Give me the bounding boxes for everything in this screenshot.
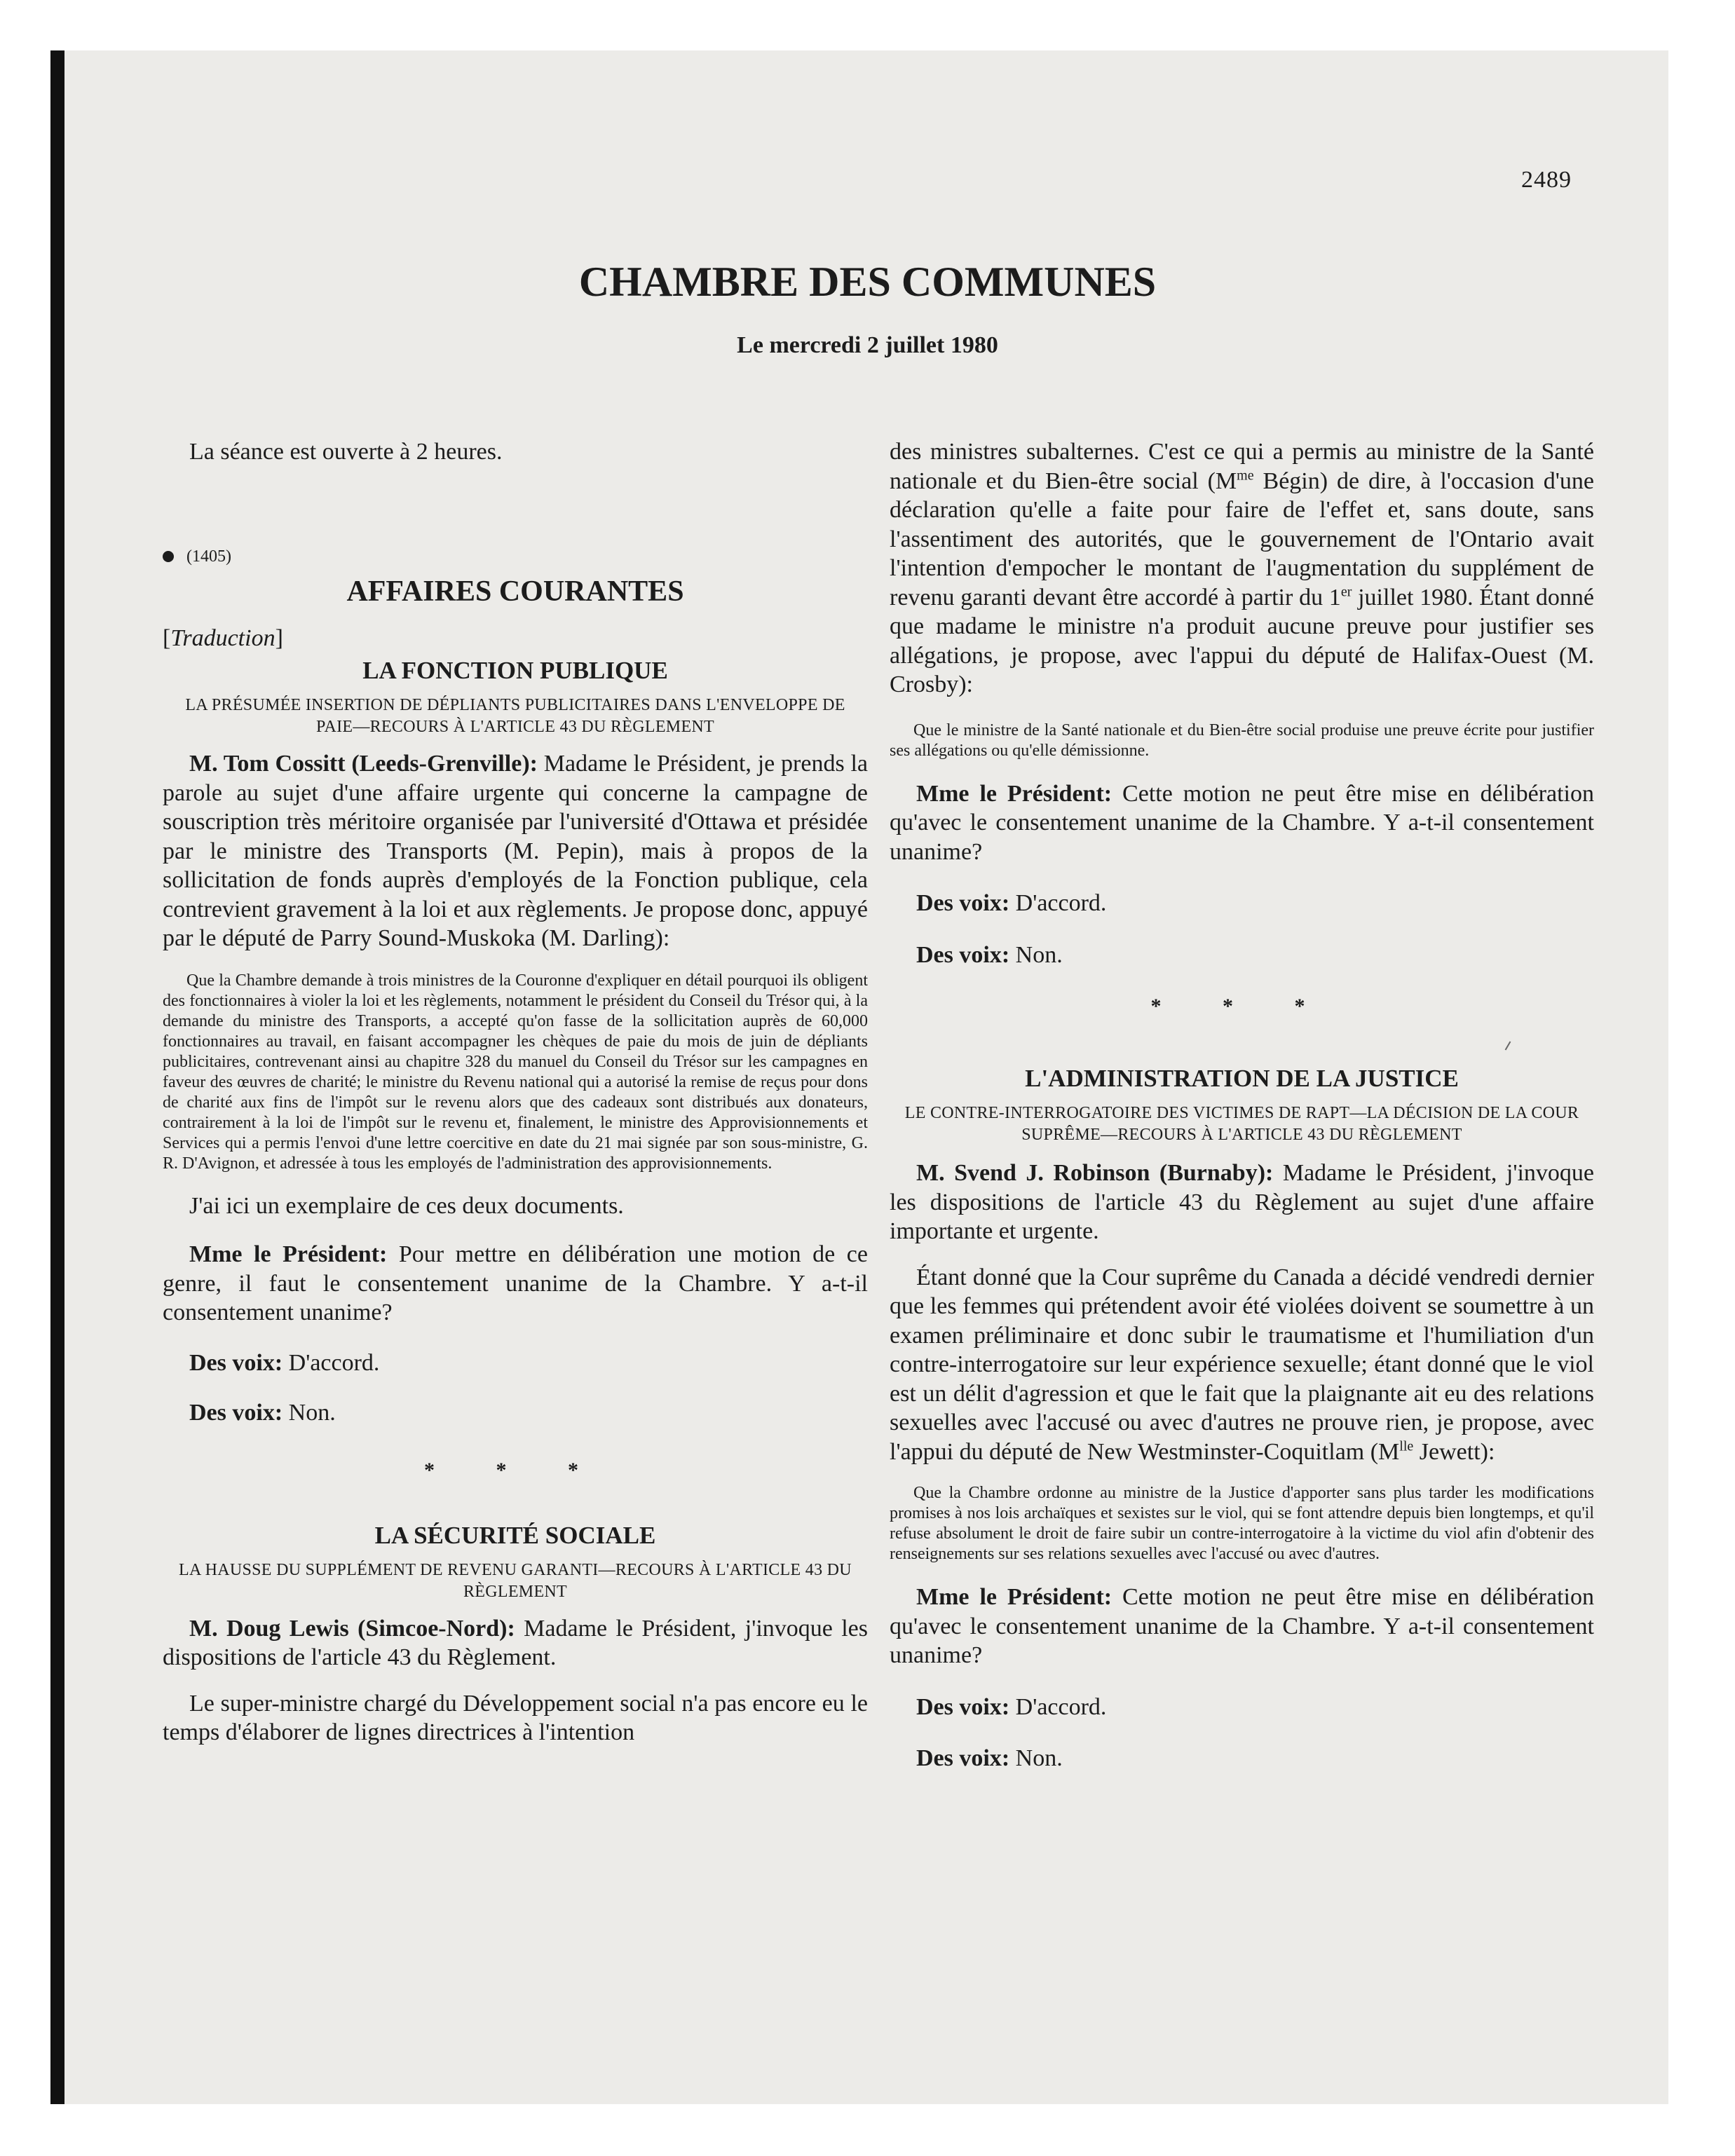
sitting-date: Le mercredi 2 juillet 1980 <box>737 332 998 358</box>
voices-disagree-3-text: Non. <box>1009 1745 1063 1771</box>
continuation-part-3: juillet 1980. Étant donné que madame le ministre n'a produit aucune preuve pour justifier ses allégations, je propose, avec l'appui du député de Halifax-Ouest (M. Crosby): <box>890 584 1594 697</box>
speech-robinson <box>890 1159 1594 1246</box>
subheading-securite-sociale: LA SÉCURITÉ SOCIALE <box>374 1521 656 1549</box>
motion-robinson: Que la Chambre ordonne au ministre de la Justice d'apporter sans plus tarder les modifications promises à nos lois archaïques et sexistes sur le viol, qui se font attendre depuis bien longtemps, et qu'il refuse absolument le droit de faire subir un contre-interrogatoire à la victime du viol afin d'obtenir des renseignements sur ses relations sexuelles avec l'accusé ou avec d'autres. <box>890 1484 1594 1563</box>
page-number: 2489 <box>1521 167 1572 193</box>
voices-agree-2-text: D'accord. <box>1009 890 1107 916</box>
speech-president-3-text: Cette motion ne peut être mise en délibération qu'avec le consentement unanime de la Chambre. Y a-t-il consentement unanime? <box>890 1584 1594 1668</box>
motion-cossitt: Que la Chambre demande à trois ministres de la Couronne d'expliquer en détail pourquoi ils obligent des fonctionnaires à violer la loi et les règlements, notamment le président du Conseil du Trésor qui, à la demande du ministre des Transports, a accepté qu'on fasse de la sollicitation auprès de 60,000 fonctionnaires au travail, en faisant accompagner les chèques de paie du mois de juin de dépliants publicitaires, contrevenant ainsi au chapitre 328 du manuel du Conseil du Trésor sur les campagnes en faveur des œuvres de charité; le ministre du Revenu national qui a autorisé la remise de reçus pour dons de charité aux fins de l'impôt sur le revenu alors que des cadeaux sont distribués aux donateurs, contrairement à la loi de l'impôt sur le revenu et, finalement, le ministre des Approvisionnements et Services qui a permis l'envoi d'une lettre coercitive en date du 21 mai signée par son sous-ministre, G. R. D'Avignon, et adressée à tous les employés de l'administration des approvisionnements. <box>163 971 868 1173</box>
speech-president-2-text: Cette motion ne peut être mise en délibération qu'avec le consentement unanime de la Chambre. Y a-t-il consentement unanime? <box>890 780 1594 865</box>
subheading-fonction-publique: LA FONCTION PUBLIQUE <box>362 657 668 684</box>
speech-president-2 <box>890 779 1594 867</box>
speech-president-3 <box>890 1583 1594 1670</box>
speaker-robinson: M. Svend J. Robinson (Burnaby): <box>916 1160 1274 1186</box>
speech-robinson-text: Madame le Président, j'invoque les dispositions de l'article 43 du Règlement au sujet d'une affaire importante et urgente. <box>890 1160 1594 1244</box>
bullet-icon <box>163 551 174 562</box>
robinson-superscript: lle <box>1399 1438 1414 1454</box>
voices-disagree-2-text: Non. <box>1009 941 1063 968</box>
speech-cossitt <box>163 749 868 953</box>
speaker-president: Mme le Président: <box>916 1584 1113 1610</box>
speech-robinson-continued <box>890 1263 1594 1467</box>
voices-agree-3-text: D'accord. <box>1009 1693 1107 1720</box>
robinson-part-2: Jewett): <box>1413 1438 1495 1465</box>
section-heading-affaires-courantes: AFFAIRES COURANTES <box>346 575 684 608</box>
subheading-detail-1: LA PRÉSUMÉE INSERTION DE DÉPLIANTS PUBLICITAIRES DANS L'ENVELOPPE DE PAIE—RECOURS À L'ARTICLE 43 DU RÈGLEMENT <box>185 696 845 736</box>
voices-agree-1 <box>163 1349 868 1378</box>
translation-bracket-close: ] <box>275 625 283 651</box>
continuation-superscript-2: er <box>1340 584 1352 600</box>
voices-disagree-1-text: Non. <box>283 1400 336 1426</box>
continuation-superscript-1: me <box>1237 468 1254 484</box>
continuation-part-2: Bégin) de dire, à l'occasion d'une déclaration qu'elle a faite pour faire de l'effet et, sans doute, sans l'assentiment des autorités, que le gouvernement de l'Ontario avait l'intention d'empocher le montant de l'augmentation du supplément de revenu garanti devant être accordé à partir du 1 <box>890 468 1594 610</box>
speaker-voices: Des voix: <box>916 1745 1010 1771</box>
speech-cossitt-text: Madame le Président, je prends la parole au sujet d'une affaire urgente qui concerne la campagne de souscription très méritoire organisée par l'université d'Ottawa et présidée par le ministre des Transports (M. Pepin), mais à propos de la sollicitation de fonds auprès d'employés de la Fonction publique, cela contrevient gravement à la loi et aux règlements. Je propose donc, appuyé par le député de Parry Sound-Muskoka (M. Darling): <box>163 751 869 951</box>
speech-lewis-text: Madame le Président, j'invoque les dispositions de l'article 43 du Règlement. <box>163 1615 868 1670</box>
voices-agree-2 <box>890 889 1594 918</box>
speech-president-1 <box>163 1240 868 1328</box>
section-separator-1: * * * <box>424 1458 606 1482</box>
voices-disagree-2 <box>890 941 1594 970</box>
time-marker-text: (1405) <box>186 547 231 566</box>
speech-lewis <box>163 1614 868 1672</box>
time-marker <box>163 547 868 566</box>
translation-note <box>163 624 868 653</box>
section-separator-2: * * * <box>1150 995 1333 1018</box>
voices-agree-1-text: D'accord. <box>283 1349 380 1376</box>
cossitt-documents-line: J'ai ici un exemplaire de ces deux documents. <box>189 1192 624 1219</box>
voices-disagree-1 <box>163 1398 868 1428</box>
voices-disagree-3 <box>890 1744 1594 1773</box>
subheading-detail-2: LA HAUSSE DU SUPPLÉMENT DE REVENU GARANTI—RECOURS À L'ARTICLE 43 DU RÈGLEMENT <box>179 1560 852 1601</box>
speech-lewis-continuation <box>890 437 1594 700</box>
subheading-detail-3: LE CONTRE-INTERROGATOIRE DES VICTIMES DE RAPT—LA DÉCISION DE LA COUR SUPRÊME—RECOURS À L'ARTICLE 43 DU RÈGLEMENT <box>904 1104 1579 1144</box>
speaker-cossitt: M. Tom Cossitt (Leeds-Grenville): <box>189 751 538 777</box>
left-column <box>163 435 868 1747</box>
speaker-voices: Des voix: <box>916 1693 1010 1720</box>
speaker-voices: Des voix: <box>916 941 1010 968</box>
voices-agree-3 <box>890 1693 1594 1722</box>
translation-bracket-open: [ <box>163 625 171 651</box>
motion-lewis: Que le ministre de la Santé nationale et du Bien-être social produise une preuve écrite pour justifier ses allégations ou qu'elle démissionne. <box>890 721 1594 760</box>
subheading-administration-justice: L'ADMINISTRATION DE LA JUSTICE <box>1025 1065 1459 1092</box>
speaker-president: Mme le Président: <box>189 1241 388 1267</box>
translation-label: Traduction <box>170 625 275 651</box>
speech-president-1-text: Pour mettre en délibération une motion de ce genre, il faut le consentement unanime de la Chambre. Y a-t-il consentement unanime? <box>163 1241 868 1325</box>
robinson-part-1: Étant donné que la Cour suprême du Canada a décidé vendredi dernier que les femmes qui prétendent avoir été violées doivent se soumettre à un examen préliminaire et donc subir le traumatisme et l'humiliation d'un contre-interrogatoire sur leur expérience sexuelle; étant donné que le viol est un délit d'agression et que le fait que la plaignante ait eu des relations sexuelles avec l'accusé ou avec d'autres ne prouve rien, je propose, avec l'appui du député de New Westminster-Coquitlam (M <box>890 1264 1594 1465</box>
continuation-part-1: des ministres subalternes. C'est ce qui a permis au ministre de la Santé nationale et du Bien-être social (M <box>890 439 1594 494</box>
page-title: CHAMBRE DES COMMUNES <box>578 259 1157 305</box>
speaker-president: Mme le Président: <box>916 780 1113 807</box>
speaker-lewis: M. Doug Lewis (Simcoe-Nord): <box>189 1615 515 1642</box>
speech-lewis-continued: Le super-ministre chargé du Développement social n'a pas encore eu le temps d'élaborer de lignes directrices à l'intention <box>163 1690 868 1745</box>
right-column <box>890 435 1594 1773</box>
speaker-voices: Des voix: <box>189 1400 283 1426</box>
speaker-voices: Des voix: <box>189 1349 283 1376</box>
opening-line: La séance est ouverte à 2 heures. <box>189 439 503 465</box>
speaker-voices: Des voix: <box>916 890 1010 916</box>
